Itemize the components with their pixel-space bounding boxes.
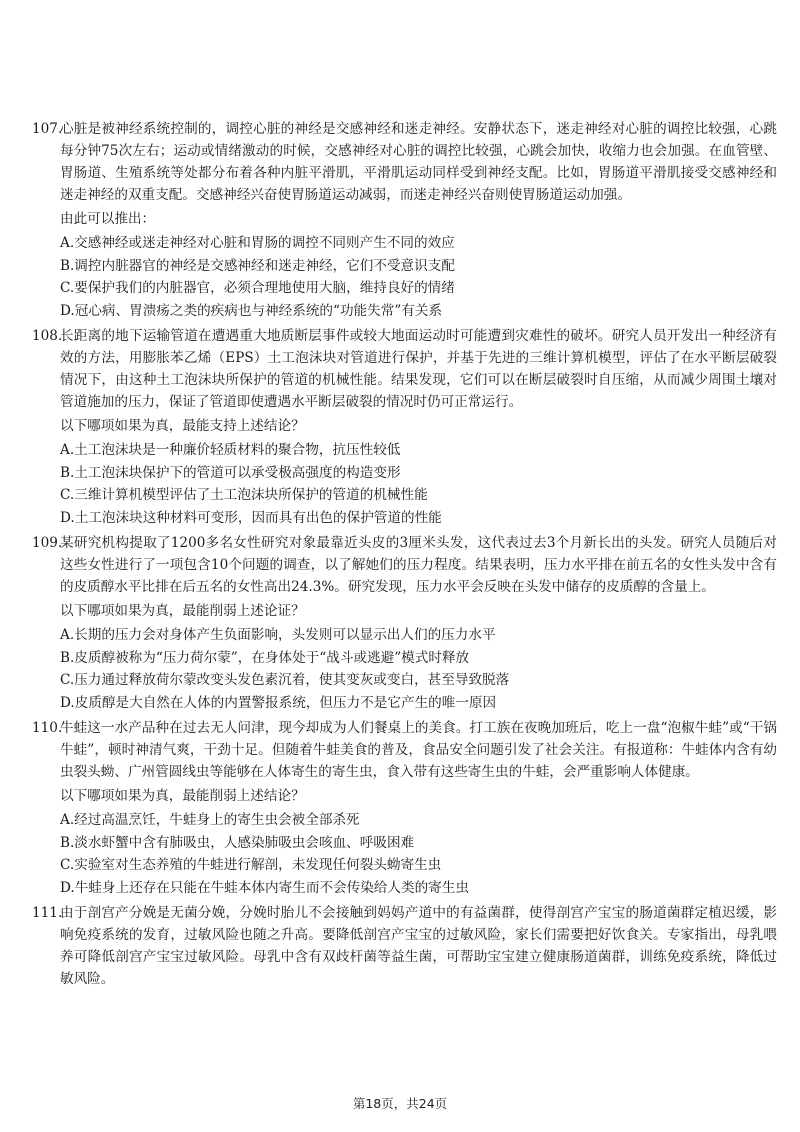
question-number: 111. (32, 905, 63, 921)
option-b: B.土工泡沫块保护下的管道可以承受极高强度的构造变形 (60, 464, 401, 481)
question-111 (32, 902, 777, 990)
question-number: 110. (32, 720, 63, 736)
option-d: D.冠心病、胃溃疡之类的疾病也与神经系统的“功能失常”有关系 (60, 302, 443, 319)
question-109 (32, 532, 777, 714)
question-text: 长距离的地下运输管道在遭遇重大地质断层事件或较大地面运动时可能遭到灾难性的破坏。研究人员开发出一种经济有效的方法，用膨胀苯乙烯（EPS）土工泡沫块对管道进行保护，并基于先进的三维计算机模型，评估了在水平断层破裂情况下，由这种土工泡沫块所保护的管道的机械性能。结果发现，它们可以在断层破裂时自压缩，从而减少周围土壤对管道施加的压力，保证了管道即使遭遇水平断层破裂的情况时仍可正常运行。 (60, 328, 777, 410)
option-list (32, 439, 777, 529)
option-list (32, 232, 777, 322)
question-108 (32, 325, 777, 529)
question-prompt: 以下哪项如果为真，最能支持上述结论？ (60, 418, 305, 434)
question-prompt: 以下哪项如果为真，最能削弱上述论证？ (60, 603, 305, 619)
option-a: A.经过高温烹饪，牛蛙身上的寄生虫会被全部杀死 (60, 812, 360, 828)
question-stem (32, 325, 777, 413)
question-text: 某研究机构提取了1200多名女性研究对象最靠近头皮的3厘米头发，这代表过去3个月新长出的头发。研究人员随后对这些女性进行了一项包含10个问题的调查，以了解她们的压力程度。结果表明，压力水平排在前五名的女性头发中含有的皮质醇水平比排在后五名的女性高出24.3%。研究发现，压力水平会反映在头发中储存的皮质醇的含量上。 (60, 535, 777, 595)
option-c: C.压力通过释放荷尔蒙改变头发色素沉着，使其变灰或变白，甚至导致脱落 (60, 672, 510, 688)
question-list (32, 118, 777, 993)
question-text: 牛蛙这一水产品种在过去无人问津，现今却成为人们餐桌上的美食。打工族在夜晚加班后，吃上一盘“泡椒牛蛙”或“干锅牛蛙”，顿时神清气爽，干劲十足。但随着牛蛙美食的普及，食品安全问题引发了社会关注。有报道称：牛蛙体内含有幼虫裂头蚴、广州管圆线虫等能够在人体寄生的寄生虫，食入带有这些寄生虫的牛蛙，会严重影响人体健康。 (60, 720, 777, 780)
option-b: B.皮质醇被称为“压力荷尔蒙”，在身体处于“战斗或逃避”模式时释放 (60, 649, 470, 666)
option-c: C.三维计算机模型评估了土工泡沫块所保护的管道的机械性能 (60, 487, 428, 503)
option-a: A.交感神经或迷走神经对心脏和胃肠的调控不同则产生不同的效应 (60, 235, 455, 251)
question-text: 由于剖宫产分娩是无菌分娩，分娩时胎儿不会接触到妈妈产道中的有益菌群，使得剖宫产宝宝的肠道菌群定植迟缓，影响免疫系统的发育，过敏风险也随之升高。要降低剖宫产宝宝的过敏风险，家长们需要把好饮食关。专家指出，母乳喂养可降低剖宫产宝宝过敏风险。母乳中含有双歧杆菌等益生菌，可帮助宝宝建立健康肠道菌群，训练免疫系统，降低过敏风险。 (60, 905, 777, 987)
option-d: D.土工泡沫块这种材料可变形，因而具有出色的保护管道的性能 (60, 509, 442, 526)
option-a: A.土工泡沫块是一种廉价轻质材料的聚合物，抗压性较低 (60, 442, 401, 458)
question-number: 109. (32, 535, 63, 551)
question-stem (32, 717, 777, 783)
option-list (32, 809, 777, 899)
question-stem (32, 902, 777, 990)
question-107 (32, 118, 777, 322)
option-list (32, 624, 777, 714)
page-number: 第18页，共24页 (352, 1096, 448, 1111)
option-b: B.调控内脏器官的神经是交感神经和迷走神经，它们不受意识支配 (60, 257, 455, 274)
option-c: C.要保护我们的内脏器官，必须合理地使用大脑，维持良好的情绪 (60, 280, 455, 296)
question-prompt: 以下哪项如果为真，最能削弱上述结论？ (60, 788, 305, 804)
option-c: C.实验室对生态养殖的牛蛙进行解剖，未发现任何裂头蚴寄生虫 (60, 857, 442, 873)
question-stem (32, 532, 777, 598)
question-number: 108. (32, 328, 63, 344)
option-b: B.淡水虾蟹中含有肺吸虫，人感染肺吸虫会咳血、呼吸困难 (60, 834, 415, 851)
question-110 (32, 717, 777, 899)
question-prompt: 由此可以推出： (60, 211, 156, 227)
option-a: A.长期的压力会对身体产生负面影响，头发则可以显示出人们的压力水平 (60, 627, 496, 643)
question-number: 107. (32, 121, 63, 137)
question-text: 心脏是被神经系统控制的，调控心脏的神经是交感神经和迷走神经。安静状态下，迷走神经对心脏的调控比较强，心跳每分钟75次左右；运动或情绪激动的时候，交感神经对心脏的调控比较强，心跳会加快，收缩力也会加强。在血管壁、胃肠道、生殖系统等处都分布着各种内脏平滑肌，平滑肌运动同样受到神经支配。比如，胃肠道平滑肌接受交感神经和迷走神经的双重支配。交感神经兴奋使胃肠道运动减弱，而迷走神经兴奋则使胃肠道运动加强。 (60, 121, 777, 203)
option-d: D.皮质醇是大自然在人体的内置警报系统，但压力不是它产生的唯一原因 (60, 694, 497, 711)
option-d: D.牛蛙身上还存在只能在牛蛙本体内寄生而不会传染给人类的寄生虫 (60, 879, 469, 896)
question-stem (32, 118, 777, 206)
